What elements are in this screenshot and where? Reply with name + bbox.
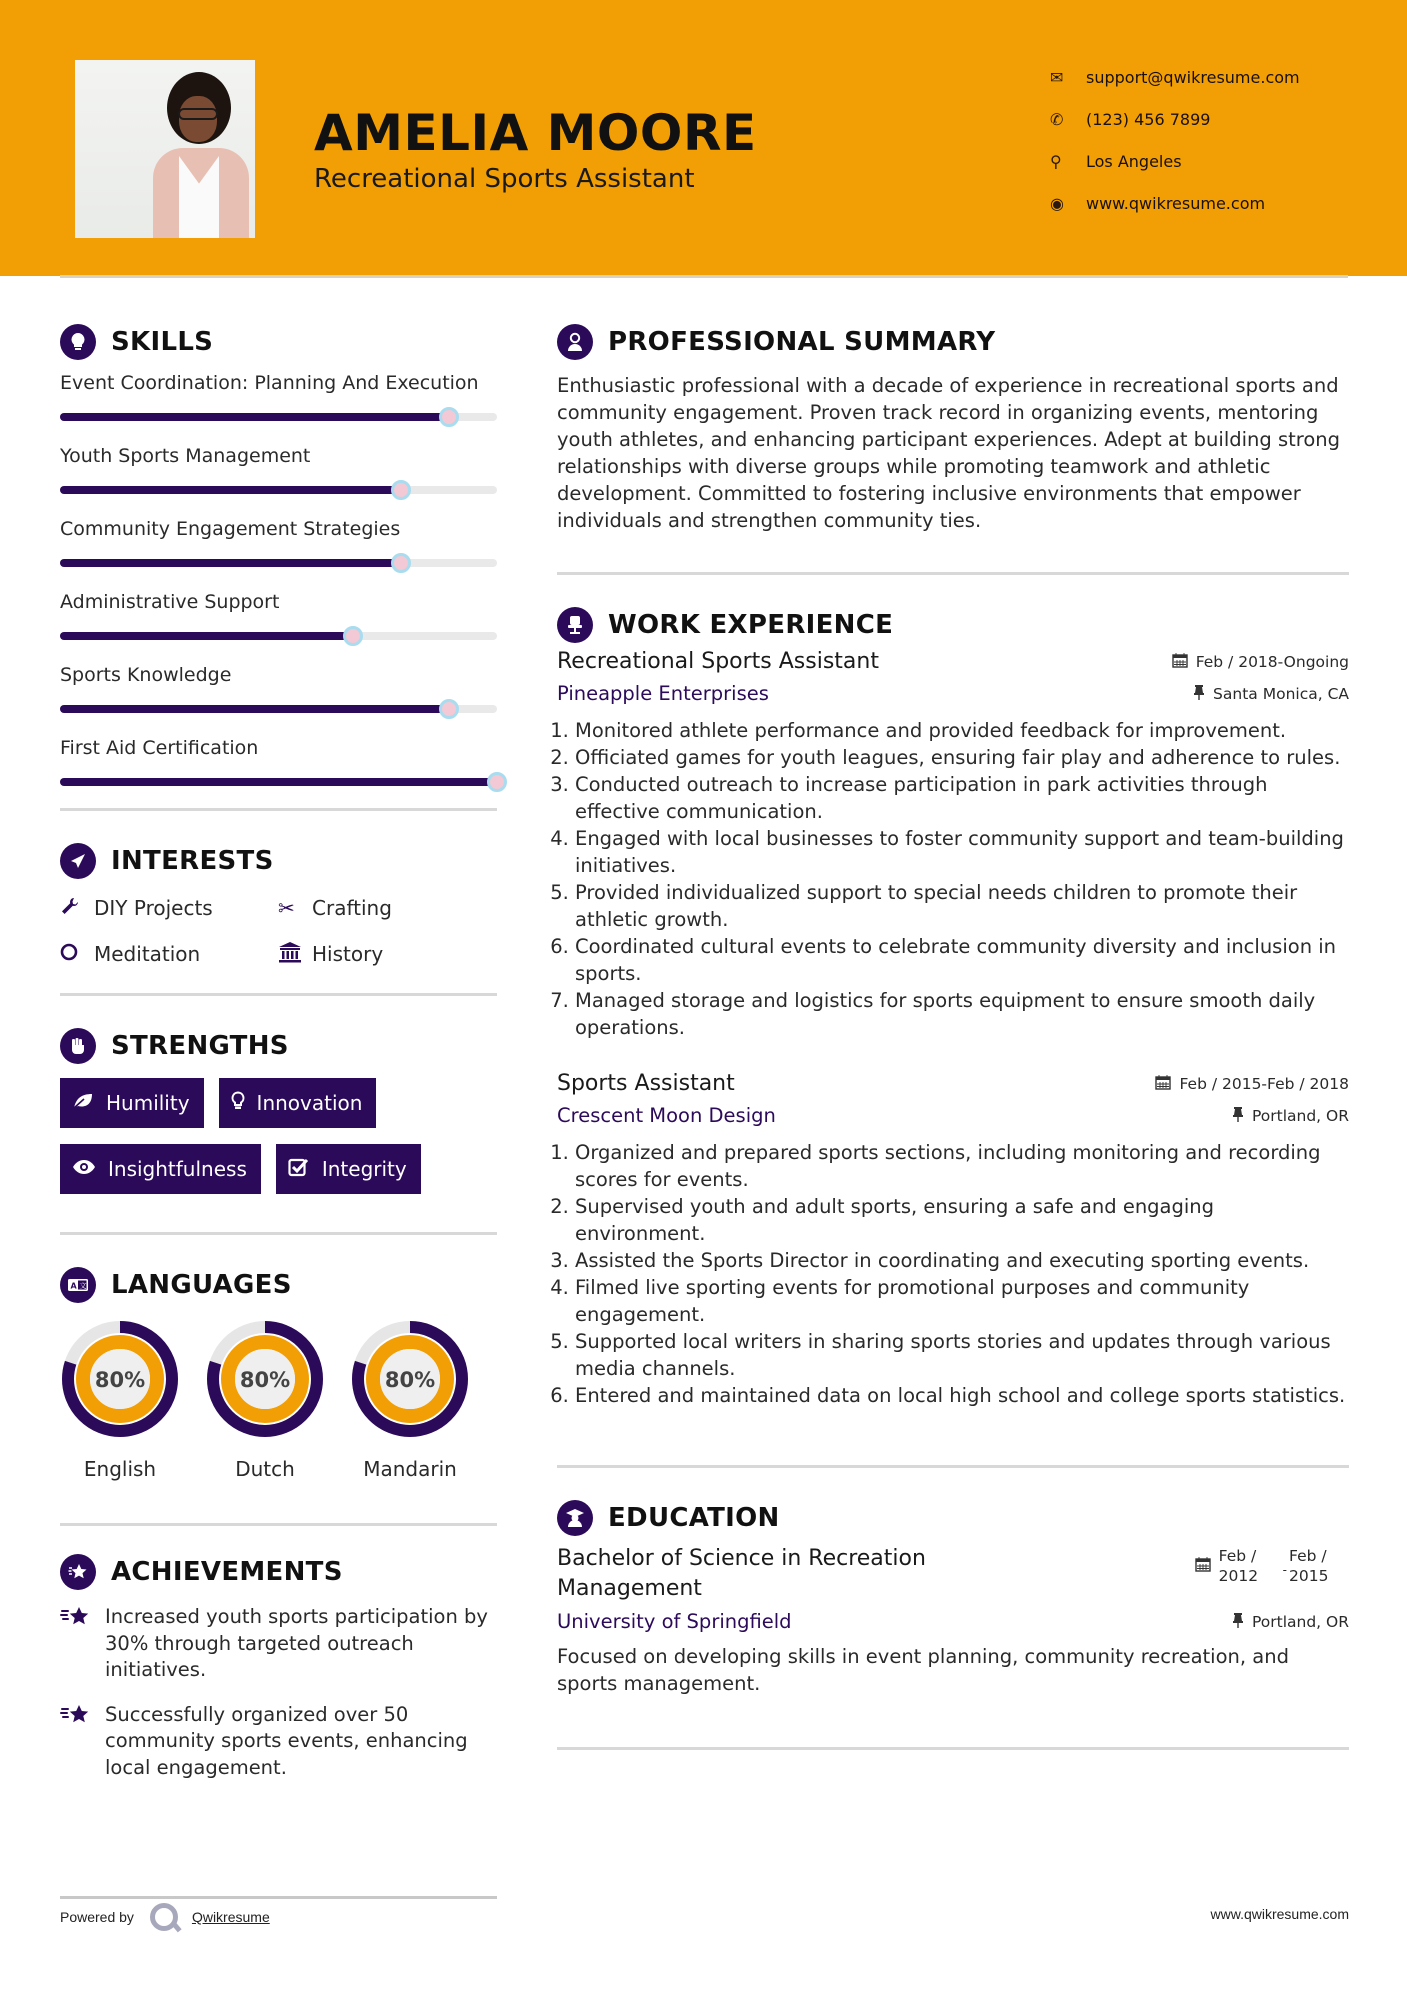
slider-handle[interactable] — [391, 553, 411, 573]
duty-item: 5. Supported local writers in sharing sports stories and updates through various media channels. — [575, 1328, 1349, 1382]
achievement-item: Successfully organized over 50 community sports events, enhancing local engagement. — [60, 1702, 497, 1782]
contact-value: www.qwikresume.com — [1086, 193, 1266, 213]
museum-icon — [278, 941, 312, 968]
section-divider — [60, 993, 497, 996]
map-pin-icon: ⚲ — [1050, 151, 1062, 171]
languages-section — [60, 1263, 497, 1481]
duty-item: 5. Provided individualized support to special needs children to promote their athletic growth. — [575, 879, 1349, 933]
section-divider — [557, 1465, 1349, 1468]
slider-handle[interactable] — [439, 699, 459, 719]
job-title: Recreational Sports Assistant — [557, 649, 879, 674]
profile-photo — [75, 60, 255, 238]
slider-handle[interactable] — [391, 480, 411, 500]
language-item — [60, 1319, 180, 1481]
section-title: LANGUAGES — [111, 1270, 292, 1300]
skill-slider[interactable] — [60, 705, 497, 713]
skill-item — [60, 735, 497, 786]
section-divider — [60, 1232, 497, 1235]
job-dates: Feb / 2018-Ongoing — [1172, 652, 1349, 672]
skill-fill — [60, 486, 401, 494]
skill-label: Administrative Support — [60, 591, 280, 613]
interest-item: History — [278, 937, 496, 971]
svg-text:80%: 80% — [384, 1368, 436, 1392]
skill-fill — [60, 559, 401, 567]
contact-phone[interactable] — [1050, 98, 1300, 140]
pushpin-icon — [1232, 1106, 1244, 1126]
office-chair-icon — [557, 607, 593, 643]
strength-tag: Humility — [60, 1078, 204, 1128]
svg-text:文: 文 — [79, 1282, 87, 1290]
footer-divider — [60, 1896, 497, 1899]
section-divider — [557, 1747, 1349, 1750]
contact-location — [1050, 140, 1300, 182]
checkbox-icon — [288, 1157, 310, 1182]
skill-slider[interactable] — [60, 413, 497, 421]
education-dates: Feb / 2012 - Feb / 2015 — [1195, 1546, 1349, 1586]
strength-tag: Innovation — [219, 1078, 377, 1128]
pushpin-icon — [1232, 1612, 1244, 1632]
footer-website[interactable]: www.qwikresume.com — [1210, 1906, 1349, 1922]
skill-fill — [60, 778, 497, 786]
section-title: INTERESTS — [111, 846, 274, 876]
job-location: Portland, OR — [1232, 1106, 1349, 1126]
duty-item: 2. Supervised youth and adult sports, ensuring a safe and engaging environment. — [575, 1193, 1349, 1247]
duty-item: 2. Officiated games for youth leagues, ensuring fair play and adherence to rules. — [575, 744, 1349, 771]
right-column — [557, 320, 1349, 1750]
wrench-icon — [60, 896, 94, 921]
skills-section — [60, 320, 497, 786]
degree-title: Bachelor of Science in Recreation Management — [557, 1546, 926, 1601]
education-location: Portland, OR — [1232, 1612, 1349, 1632]
interests-section — [60, 839, 497, 971]
duty-item: 7. Managed storage and logistics for sports equipment to ensure smooth daily operations. — [575, 987, 1349, 1041]
qwikresume-link[interactable]: Qwikresume — [191, 1909, 270, 1925]
duties-list — [557, 1139, 1349, 1409]
section-title: PROFESSIONAL SUMMARY — [608, 327, 996, 357]
job-location: Santa Monica, CA — [1193, 684, 1349, 704]
skill-item — [60, 662, 497, 713]
skill-label: Sports Knowledge — [60, 664, 232, 686]
language-name: English — [83, 1457, 157, 1481]
user-icon — [557, 324, 593, 360]
skill-item — [60, 443, 497, 494]
svg-text:A: A — [70, 1281, 77, 1291]
skill-label: Event Coordination: Planning And Execution — [60, 372, 479, 394]
skill-label: Youth Sports Management — [60, 445, 311, 467]
calendar-icon — [1172, 652, 1188, 672]
language-progress-ring — [205, 1319, 325, 1439]
contact-value: (123) 456 7899 — [1086, 109, 1211, 129]
language-item — [205, 1319, 325, 1481]
star-badge-icon — [60, 1554, 96, 1590]
svg-text:80%: 80% — [239, 1368, 291, 1392]
scissors-icon: ✂ — [278, 896, 295, 920]
interest-item: ✂ Crafting — [278, 896, 392, 920]
strength-tag: Insightfulness — [60, 1144, 261, 1194]
job-dates: Feb / 2015-Feb / 2018 — [1155, 1074, 1349, 1094]
duty-item: 3. Conducted outreach to increase participation in park activities through effective communication. — [575, 771, 1349, 825]
contact-list — [1050, 56, 1300, 224]
shooting-star-icon — [60, 1604, 105, 1684]
qwikresume-logo-icon — [150, 1903, 178, 1931]
skill-slider[interactable] — [60, 559, 497, 567]
slider-handle[interactable] — [439, 407, 459, 427]
language-item — [350, 1319, 470, 1481]
duty-item: 1. Organized and prepared sports sections, including monitoring and recording scores for events. — [575, 1139, 1349, 1193]
skill-fill — [60, 413, 449, 421]
duty-item: 6. Coordinated cultural events to celebrate community diversity and inclusion in sports. — [575, 933, 1349, 987]
summary-text: Enthusiastic professional with a decade of experience in recreational sports and community engagement. Proven track record in organizing events, mentoring youth athletes, and enhancing participant experiences. Adept at building strong relationships with diverse groups while promoting teamwork and athletic development. Committed to fostering inclusive environments that empower individuals and strengthen community ties. — [557, 374, 1341, 532]
job-entry — [557, 1071, 1349, 1409]
duty-item: 1. Monitored athlete performance and provided feedback for improvement. — [575, 717, 1349, 744]
section-title: EDUCATION — [608, 1503, 780, 1533]
slider-handle[interactable] — [487, 772, 507, 792]
candidate-title: Recreational Sports Assistant — [314, 164, 695, 194]
fist-icon — [60, 1028, 96, 1064]
skill-item — [60, 370, 497, 421]
contact-value: Los Angeles — [1086, 151, 1182, 171]
section-divider — [60, 808, 497, 811]
achievements-section — [60, 1550, 497, 1781]
school-name: University of Springfield — [557, 1610, 792, 1633]
job-entry — [557, 649, 1349, 1041]
language-name: Mandarin — [363, 1457, 457, 1481]
calendar-icon — [1195, 1556, 1211, 1576]
envelope-icon: ✉ — [1050, 67, 1064, 87]
shooting-star-icon — [60, 1702, 105, 1782]
circle-icon — [60, 942, 94, 967]
calendar-icon — [1155, 1074, 1171, 1094]
skill-slider[interactable] — [60, 778, 497, 786]
company-name: Crescent Moon Design — [557, 1104, 776, 1127]
interest-item: DIY Projects — [60, 891, 278, 925]
language-name: Dutch — [235, 1457, 295, 1481]
globe-icon: ◉ — [1050, 193, 1064, 213]
section-title: SKILLS — [111, 327, 214, 357]
svg-text:80%: 80% — [94, 1368, 146, 1392]
education-description: Focused on developing skills in event planning, community recreation, and sports management. — [557, 1645, 1289, 1695]
skill-label: First Aid Certification — [60, 737, 259, 759]
summary-section — [557, 320, 1349, 534]
slider-handle[interactable] — [343, 626, 363, 646]
candidate-name: AMELIA MOORE — [314, 104, 757, 162]
translate-icon — [60, 1267, 96, 1303]
strengths-section — [60, 1024, 497, 1194]
left-column — [60, 320, 497, 1781]
section-title: STRENGTHS — [111, 1031, 289, 1061]
strength-tag: Integrity — [276, 1144, 421, 1194]
skill-fill — [60, 632, 353, 640]
education-section — [557, 1496, 1349, 1697]
skill-label: Community Engagement Strategies — [60, 518, 401, 540]
skill-item — [60, 516, 497, 567]
eye-icon — [72, 1159, 96, 1180]
interest-item: Meditation — [60, 937, 278, 971]
pushpin-icon — [1193, 684, 1205, 704]
skill-fill — [60, 705, 449, 713]
paper-plane-icon — [60, 843, 96, 879]
duty-item: 4. Engaged with local businesses to foster community support and team-building initiatives. — [575, 825, 1349, 879]
header-divider — [60, 275, 1348, 278]
section-title: ACHIEVEMENTS — [111, 1557, 343, 1587]
language-progress-ring — [350, 1319, 470, 1439]
duty-item: 4. Filmed live sporting events for promotional purposes and community engagement. — [575, 1274, 1349, 1328]
lightbulb-icon — [60, 324, 96, 360]
phone-icon: ✆ — [1050, 109, 1064, 129]
language-progress-ring — [60, 1319, 180, 1439]
contact-email[interactable] — [1050, 56, 1300, 98]
job-title: Sports Assistant — [557, 1071, 735, 1096]
achievement-item: Increased youth sports participation by 30% through targeted outreach initiatives. — [60, 1604, 497, 1684]
contact-value: support@qwikresume.com — [1086, 67, 1300, 87]
resume-header — [0, 0, 1407, 276]
section-divider — [60, 1523, 497, 1526]
contact-website[interactable] — [1050, 182, 1300, 224]
company-name: Pineapple Enterprises — [557, 682, 769, 705]
footer-powered-by: Powered by Qwikresume — [60, 1896, 497, 1931]
section-title: WORK EXPERIENCE — [608, 610, 894, 640]
leaf-icon — [72, 1092, 94, 1115]
duty-item: 6. Entered and maintained data on local high school and college sports statistics. — [575, 1382, 1349, 1409]
experience-section — [557, 603, 1349, 1409]
graduate-icon — [557, 1500, 593, 1536]
skill-item — [60, 589, 497, 640]
duties-list — [557, 717, 1349, 1041]
lightbulb-icon — [231, 1091, 245, 1116]
duty-item: 3. Assisted the Sports Director in coordinating and executing sporting events. — [575, 1247, 1349, 1274]
skill-slider[interactable] — [60, 632, 497, 640]
section-divider — [557, 572, 1349, 575]
skill-slider[interactable] — [60, 486, 497, 494]
